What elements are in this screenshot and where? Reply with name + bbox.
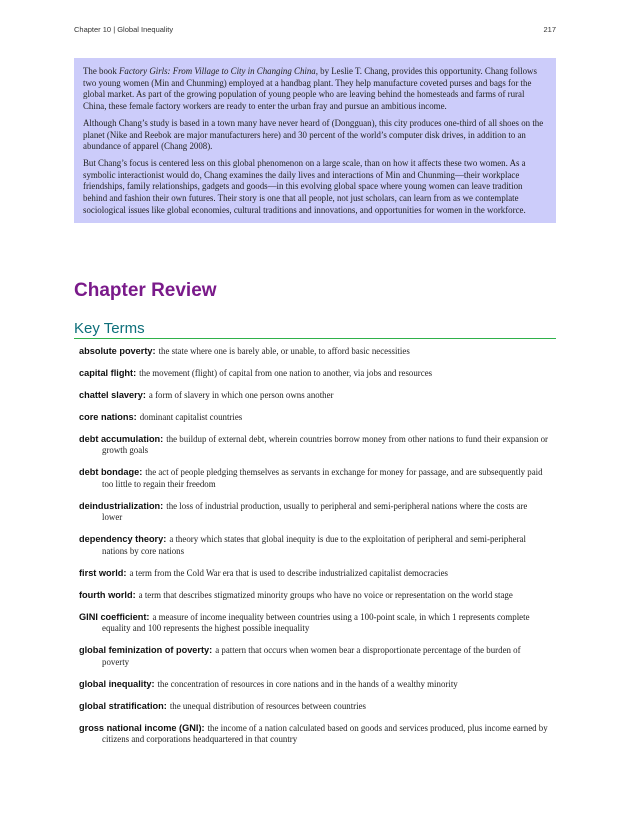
glossary-entry <box>79 368 549 380</box>
glossary-term: chattel slavery: <box>79 389 146 400</box>
glossary-definition: the concentration of resources in core nations and in the hands of a wealthy minority <box>157 678 458 689</box>
glossary-term: capital flight: <box>79 367 137 378</box>
glossary-definition: dominant capitalist countries <box>139 411 243 422</box>
glossary-term: debt bondage: <box>79 467 143 478</box>
feature-box <box>74 58 556 223</box>
glossary-term: fourth world: <box>79 589 136 600</box>
text-run: The book <box>83 66 119 76</box>
glossary-entry <box>79 723 549 746</box>
chapter-review-heading: Chapter Review <box>74 280 217 301</box>
glossary-entry <box>79 390 549 402</box>
glossary-definition: the movement (flight) of capital from one nation to another, via jobs and resources <box>139 367 433 378</box>
glossary-entry <box>79 534 549 557</box>
page-number: 217 <box>543 25 556 34</box>
glossary-term: deindustrialization: <box>79 500 164 511</box>
glossary-definition: a measure of income inequality between countries using a 100-point scale, in which 1 represents complete equality and 100 represents the highest possible inequality <box>102 611 530 634</box>
glossary-definition: a term from the Cold War era that is used to describe industrialized capitalist democracies <box>129 567 448 578</box>
glossary-term: GINI coefficient: <box>79 611 150 622</box>
chapter-title: Chapter 10 | Global Inequality <box>74 25 174 34</box>
feature-paragraph-2: Although Chang’s study is based in a town many have never heard of (Dongguan), this city produces one-third of all shoes on the planet (Nike and Reebok are major manufacturers here) and 30 percent of the world’s computer disk drives, in addition to an abundance of apparel (Chang 2008). <box>83 117 544 152</box>
glossary-definition: the unequal distribution of resources between countries <box>169 700 366 711</box>
glossary-entry <box>79 501 549 524</box>
glossary-definition: a form of slavery in which one person owns another <box>148 389 334 400</box>
glossary-entry <box>79 434 549 457</box>
glossary-definition: a pattern that occurs when women bear a disproportionate percentage of the burden of poverty <box>102 645 521 668</box>
book-title: Factory Girls: From Village to City in Changing China <box>119 66 316 76</box>
glossary-entry <box>79 590 549 602</box>
glossary-entry <box>79 701 549 713</box>
running-header <box>74 25 556 34</box>
glossary-definition: the income of a nation calculated based on goods and services produced, plus income earned by citizens and corporations headquartered in that country <box>102 722 548 745</box>
text-run: , by Leslie T. Chang, provides this opportunity. Chang follows two young women (Min and Chunming) employed at a handbag plant. They help manufacture coveted purses and bags for the global market. As part of the growing population of young people who are leaving behind the homesteads and farms of rural China, these female factory workers are ready to enter the urban fray and pursue an ambitious income. <box>83 66 537 112</box>
glossary-entry <box>79 612 549 635</box>
glossary-entry <box>79 568 549 580</box>
glossary-definition: a term that describes stigmatized minority groups who have no voice or representation on the world stage <box>138 589 513 600</box>
glossary-term: first world: <box>79 567 127 578</box>
glossary-term: core nations: <box>79 411 137 422</box>
glossary-entry <box>79 645 549 668</box>
glossary-definition: a theory which states that global inequity is due to the exploitation of peripheral and semi-peripheral nations by core nations <box>102 534 526 557</box>
glossary-entry <box>79 679 549 691</box>
feature-paragraph-1 <box>83 66 547 113</box>
key-terms-list <box>79 346 549 756</box>
glossary-entry <box>79 346 549 358</box>
glossary-term: dependency theory: <box>79 534 167 545</box>
glossary-term: debt accumulation: <box>79 433 164 444</box>
glossary-definition: the state where one is barely able, or unable, to afford basic necessities <box>158 346 410 356</box>
glossary-term: global stratification: <box>79 700 167 711</box>
glossary-term: global feminization of poverty: <box>79 645 213 656</box>
glossary-term: absolute poverty: <box>79 346 156 356</box>
glossary-definition: the buildup of external debt, wherein countries borrow money from other nations to fund their expansion or growth goals <box>102 433 549 456</box>
glossary-term: global inequality: <box>79 678 155 689</box>
glossary-term: gross national income (GNI): <box>79 722 205 733</box>
glossary-definition: the act of people pledging themselves as servants in exchange for money for passage, and are subsequently paid too little to regain their freedom <box>102 467 543 489</box>
feature-paragraph-3: But Chang’s focus is centered less on this global phenomenon on a large scale, than on how it affects these two women. As a symbolic interactionist would do, Chang examines the daily lives and interactions of Min and Chunming—their workplace friendships, family relationships, gadgets and goods—in this evolving global space where young women can leave tradition behind and fashion their own futures. Their story is one that all people, not just scholars, can learn from as we contemplate sociological issues like global economies, cultural traditions and innovations, and opportunities for women in the workforce. <box>83 157 526 215</box>
glossary-entry <box>79 467 549 490</box>
glossary-entry <box>79 412 549 424</box>
glossary-definition: the loss of industrial production, usually to peripheral and semi-peripheral nations where the costs are lower <box>102 500 528 523</box>
key-terms-heading: Key Terms <box>74 320 556 339</box>
